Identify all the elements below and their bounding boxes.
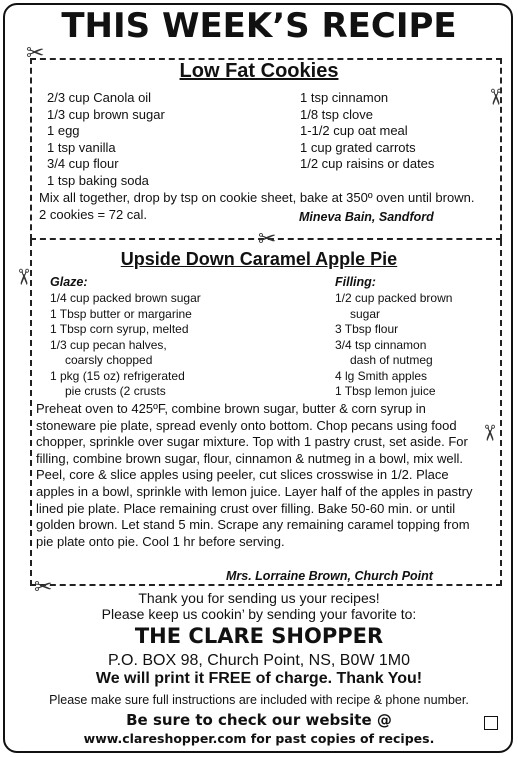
ingredient: 1/4 cup packed brown sugar bbox=[50, 291, 201, 305]
checkbox-icon bbox=[484, 716, 498, 730]
ingredient: 1/2 cup raisins or dates bbox=[300, 156, 435, 172]
mailing-address: P.O. BOX 98, Church Point, NS, B0W 1M0 bbox=[107, 652, 411, 669]
ingredient: 3/4 tsp cinnamon bbox=[335, 337, 427, 352]
ingredient: 3 Tbsp flour bbox=[335, 322, 399, 336]
scissors-icon: ✂ bbox=[34, 574, 53, 599]
free-notice: We will print it FREE of charge. Thank You! bbox=[95, 670, 423, 687]
ingredient: coarsly chopped bbox=[65, 353, 153, 367]
ingredient: 1 tsp vanilla bbox=[47, 139, 116, 155]
website-line: www.clareshopper.com for past copies of recipes. bbox=[83, 731, 435, 746]
ingredient: 1/3 cup brown sugar bbox=[47, 106, 165, 122]
ingredient: sugar bbox=[350, 306, 381, 321]
scissors-icon: ✂ bbox=[11, 267, 37, 287]
ingredient: 1-1/2 cup oat meal bbox=[300, 123, 408, 139]
website-callout: Be sure to check our website @ bbox=[126, 711, 392, 729]
recipe-1-ingredients-left bbox=[47, 90, 165, 190]
ingredient: 3/4 cup flour bbox=[47, 156, 119, 172]
recipe-1-ingredients-right bbox=[300, 90, 434, 173]
ingredient: 1 Tbsp butter or margarine bbox=[50, 306, 192, 321]
ingredient: pie crusts (2 crusts bbox=[65, 384, 166, 398]
ingredient: 1 cup grated carrots bbox=[300, 139, 416, 155]
recipe-1-author: Mineva Bain, Sandford bbox=[299, 210, 434, 224]
recipe-2-title: Upside Down Caramel Apple Pie bbox=[120, 249, 398, 269]
glaze-ingredients bbox=[50, 291, 201, 400]
ingredient: 1/3 cup pecan halves, bbox=[50, 337, 167, 352]
publication-name: THE CLARE SHOPPER bbox=[134, 624, 384, 648]
ingredient: 1 tsp baking soda bbox=[47, 172, 149, 188]
filling-ingredients bbox=[335, 291, 452, 400]
recipe-1-title: Low Fat Cookies bbox=[179, 60, 339, 82]
glaze-label: Glaze: bbox=[50, 275, 88, 289]
scissors-icon: ✂ bbox=[26, 40, 45, 65]
scissors-icon: ✂ bbox=[258, 226, 277, 251]
instructions-note: Please make sure full instructions are included with recipe & phone number. bbox=[49, 693, 469, 707]
ingredient: 1 Tbsp lemon juice bbox=[335, 384, 436, 398]
ingredient: 2/3 cup Canola oil bbox=[47, 90, 152, 105]
thanks-text: Thank you for sending us your recipes! bbox=[138, 590, 380, 606]
ingredient: 4 lg Smith apples bbox=[335, 368, 428, 383]
ingredient: 1/8 tsp clove bbox=[300, 106, 373, 122]
scissors-icon: ✂ bbox=[483, 87, 509, 107]
recipe-2-directions: Preheat oven to 425ºF, combine brown sugar, butter & corn syrup in stoneware pie plate, spread evenly onto bottom. Chop pecans using food chopper, sprinkle over sugar mixture. Top with 1 pastry crust, set aside. For filling, combine brown sugar, flour, cinnamon & nutmeg in a bowl, mix well. Peel, core & slice apples using peeler, cut slices crosswise in 1/2. Place apples in a bowl, sprinkle with lemon juice. Layer half of the apples in pastry lined pie plate. Place remaining crust over filling. Bake 50-60 min. or until golden brown. Let stand 5 min. Scrape any remaining caramel topping from pie plate onto pie. Cool 1 hr before serving. bbox=[36, 401, 473, 549]
ingredient: 1 tsp cinnamon bbox=[300, 90, 389, 105]
ingredient: 1/2 cup packed brown bbox=[335, 291, 453, 305]
recipe-2-author: Mrs. Lorraine Brown, Church Point bbox=[226, 569, 433, 583]
please-text: Please keep us cookin’ by sending your favorite to: bbox=[101, 606, 417, 622]
ingredient: 1 Tbsp corn syrup, melted bbox=[50, 322, 189, 336]
recipe-1-directions: Mix all together, drop by tsp on cookie sheet, bake at 350º oven until brown. 2 cookies = 72 cal. bbox=[39, 190, 475, 222]
filling-label: Filling: bbox=[335, 275, 376, 289]
ingredient: 1 egg bbox=[47, 123, 80, 139]
ingredient: dash of nutmeg bbox=[350, 353, 433, 367]
ingredient: 1 pkg (15 oz) refrigerated bbox=[50, 368, 185, 383]
page-title: THIS WEEK’S RECIPE bbox=[61, 6, 457, 46]
scissors-icon: ✂ bbox=[477, 423, 503, 443]
